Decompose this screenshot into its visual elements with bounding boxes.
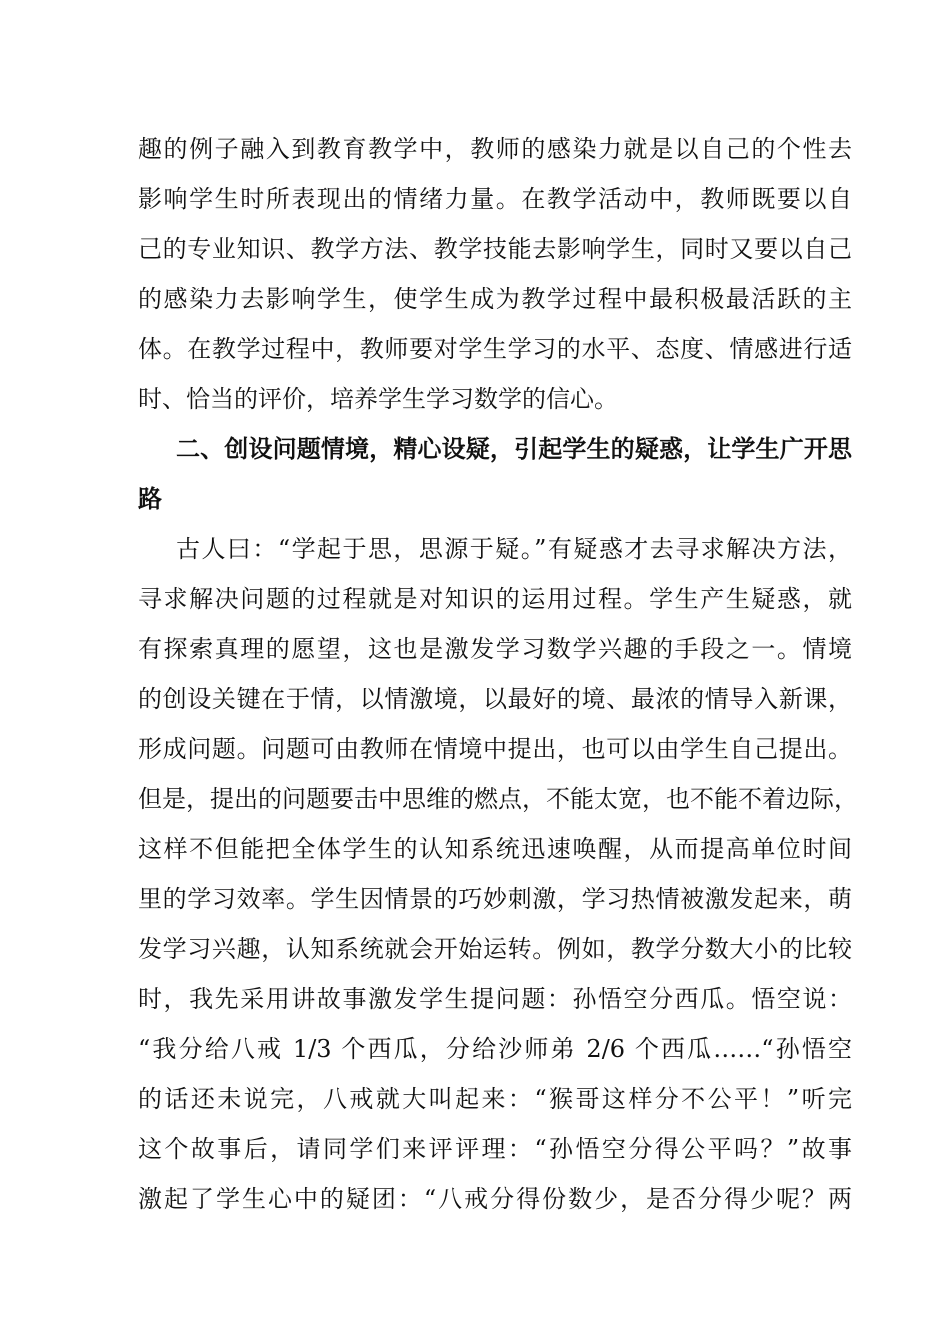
text-line: 的创设关键在于情，以情激境，以最好的境、最浓的情导入新课，	[138, 685, 852, 713]
text-line: 发学习兴趣，认知系统就会开始运转。例如，教学分数大小的比较	[138, 935, 852, 963]
text-line: “我分给八戒 1/3 个西瓜，分给沙师弟 2/6 个西瓜……“孙悟空	[138, 1035, 852, 1063]
text-line: 趣的例子融入到教育教学中，教师的感染力就是以自己的个性去	[138, 135, 852, 163]
text-line: 里的学习效率。学生因情景的巧妙刺激，学习热情被激发起来，萌	[138, 885, 852, 913]
text-line: 但是，提出的问题要击中思维的燃点，不能太宽，也不能不着边际，	[138, 785, 858, 813]
text-line: 时，我先采用讲故事激发学生提问题：孙悟空分西瓜。悟空说：	[138, 985, 852, 1013]
text-line: 有探索真理的愿望，这也是激发学习数学兴趣的手段之一。情境	[138, 635, 852, 663]
text-line: 时、恰当的评价，培养学生学习数学的信心。	[138, 385, 618, 413]
text-line: 这样不但能把全体学生的认知系统迅速唤醒，从而提高单位时间	[138, 835, 852, 863]
text-line: 的感染力去影响学生，使学生成为教学过程中最积极最活跃的主	[138, 285, 852, 313]
heading-line: 路	[138, 485, 162, 513]
text-line: 寻求解决问题的过程就是对知识的运用过程。学生产生疑惑，就	[138, 585, 852, 613]
heading-line: 二、创设问题情境，精心设疑，引起学生的疑惑，让学生广开思	[176, 435, 852, 463]
text-line: 这个故事后，请同学们来评评理：“孙悟空分得公平吗？”故事	[138, 1135, 852, 1163]
text-line: 己的专业知识、教学方法、教学技能去影响学生，同时又要以自己	[138, 235, 852, 263]
text-line: 影响学生时所表现出的情绪力量。在教学活动中，教师既要以自	[138, 185, 852, 213]
text-line: 激起了学生心中的疑团：“八戒分得份数少，是否分得少呢？两	[138, 1185, 852, 1213]
text-line: 形成问题。问题可由教师在情境中提出，也可以由学生自己提出。	[138, 735, 852, 763]
text-line: 的话还未说完，八戒就大叫起来：“猴哥这样分不公平！”听完	[138, 1085, 852, 1113]
text-line: 体。在教学过程中，教师要对学生学习的水平、态度、情感进行适	[138, 335, 852, 363]
text-line: 古人曰：“学起于思，思源于疑。”有疑惑才去寻求解决方法，	[176, 535, 852, 563]
